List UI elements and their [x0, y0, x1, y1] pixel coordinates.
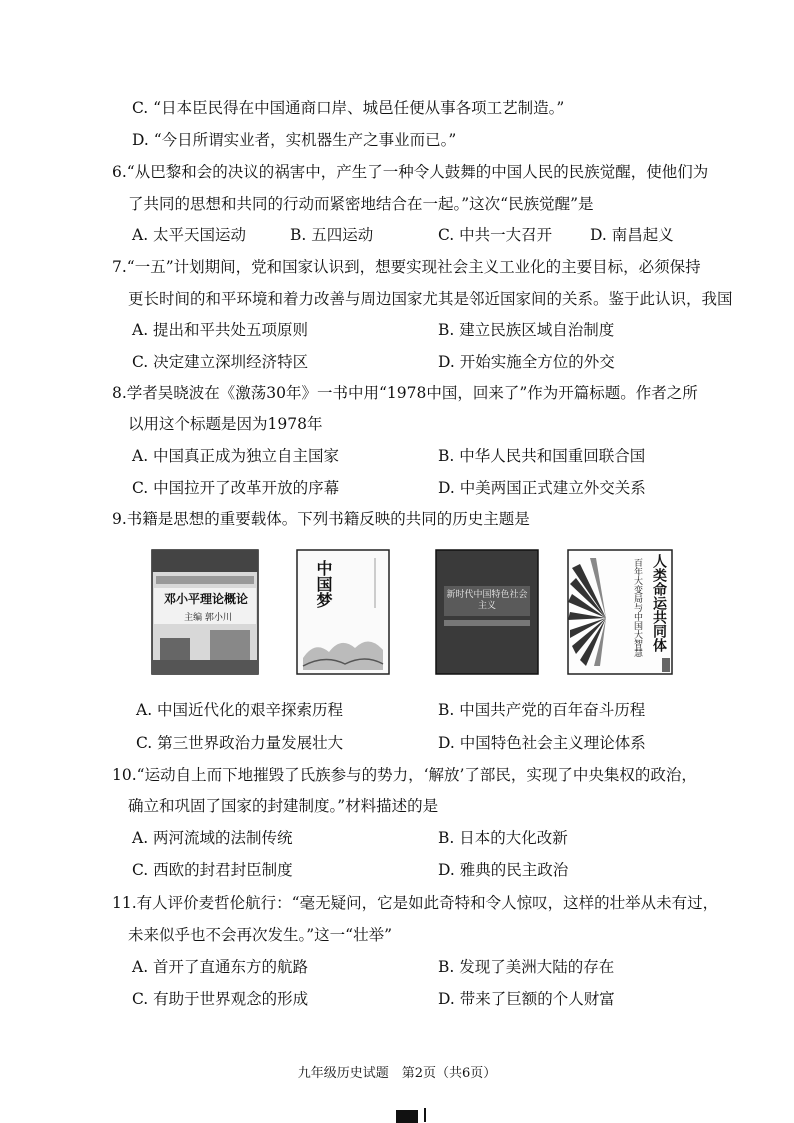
q11-stem-line2: 未来似乎也不会再次发生。”这一“壮举” — [128, 926, 393, 944]
q9-option-d: D. 中国特色社会主义理论体系 — [438, 734, 646, 752]
q6-stem-line1: 6.“从巴黎和会的决议的祸害中，产生了一种令人鼓舞的中国人民的民族觉醒，使他们为 — [112, 163, 709, 181]
book2-title: 中国梦 — [314, 560, 333, 608]
book4-title: 人类命运共同体 — [651, 554, 667, 652]
q5-option-d: D. “今日所谓实业者，实机器生产之事业而已。” — [132, 131, 457, 149]
q6-option-d: D. 南昌起义 — [590, 226, 674, 244]
q11-option-d: D. 带来了巨额的个人财富 — [438, 990, 615, 1008]
q11-option-b: B. 发现了美洲大陆的存在 — [438, 958, 615, 976]
q8-option-a: A. 中国真正成为独立自主国家 — [132, 447, 340, 465]
q9-option-a: A. 中国近代化的艰辛探索历程 — [136, 701, 344, 719]
q6-stem-line2: 了共同的思想和共同的行动而紧密地结合在一起。”这次“民族觉醒”是 — [128, 195, 594, 213]
q6-option-c: C. 中共一大召开 — [438, 226, 553, 244]
q8-option-c: C. 中国拉开了改革开放的序幕 — [132, 479, 340, 497]
page-footer: 九年级历史试题 第2页（共6页） — [297, 1066, 497, 1081]
q7-option-b: B. 建立民族区域自治制度 — [438, 321, 615, 339]
book4-subtitle: 百年大变局与中国大智慧 — [632, 558, 642, 657]
q11-option-c: C. 有助于世界观念的形成 — [132, 990, 309, 1008]
q5-option-c: C. “日本臣民得在中国通商口岸、城邑任便从事各项工艺制造。” — [132, 99, 565, 117]
q8-option-b: B. 中华人民共和国重回联合国 — [438, 447, 646, 465]
q11-stem-line1: 11.有人评价麦哲伦航行：“毫无疑问，它是如此奇特和令人惊叹，这样的壮举从未有过， — [112, 894, 719, 912]
scan-mark-line — [424, 1108, 426, 1122]
q7-stem-line1: 7.“一五”计划期间，党和国家认识到，想要实现社会主义工业化的主要目标，必须保持 — [112, 258, 701, 276]
q11-option-a: A. 首开了直通东方的航路 — [132, 958, 309, 976]
q9-option-b: B. 中国共产党的百年奋斗历程 — [438, 701, 646, 719]
q9-option-c: C. 第三世界政治力量发展壮大 — [136, 734, 344, 752]
q7-stem-line2: 更长时间的和平环境和着力改善与周边国家尤其是邻近国家间的关系。鉴于此认识，我国 — [128, 290, 733, 308]
q6-option-b: B. 五四运动 — [290, 226, 374, 244]
book1-title: 邓小平理论概论 — [163, 592, 248, 606]
book3-title: 新时代中国特色社会主义 — [446, 590, 528, 611]
q10-option-b: B. 日本的大化改新 — [438, 829, 568, 847]
q10-option-a: A. 两河流域的法制传统 — [132, 829, 293, 847]
q8-stem-line2: 以用这个标题是因为1978年 — [128, 415, 323, 433]
q7-option-d: D. 开始实施全方位的外交 — [438, 353, 615, 371]
q10-option-c: C. 西欧的封君封臣制度 — [132, 861, 293, 879]
q10-stem-line2: 确立和巩固了国家的封建制度。”材料描述的是 — [128, 797, 439, 815]
book1-subtitle: 主编 郭小川 — [184, 613, 232, 623]
q8-option-d: D. 中美两国正式建立外交关系 — [438, 479, 646, 497]
scan-mark — [396, 1110, 418, 1123]
book-images — [0, 548, 794, 678]
q7-option-a: A. 提出和平共处五项原则 — [132, 321, 309, 339]
q9-stem-line1: 9.书籍是思想的重要载体。下列书籍反映的共同的历史主题是 — [112, 510, 530, 528]
q10-option-d: D. 雅典的民主政治 — [438, 861, 569, 879]
q7-option-c: C. 决定建立深圳经济特区 — [132, 353, 309, 371]
q6-option-a: A. 太平天国运动 — [132, 226, 247, 244]
q8-stem-line1: 8.学者吴晓波在《激荡30年》一书中用“1978中国，回来了”作为开篇标题。作者之所 — [112, 384, 698, 402]
q10-stem-line1: 10.“运动自上而下地摧毁了氏族参与的势力，‘解放’了部民，实现了中央集权的政治， — [112, 766, 697, 784]
book-cover-new-era-socialism — [434, 548, 540, 676]
